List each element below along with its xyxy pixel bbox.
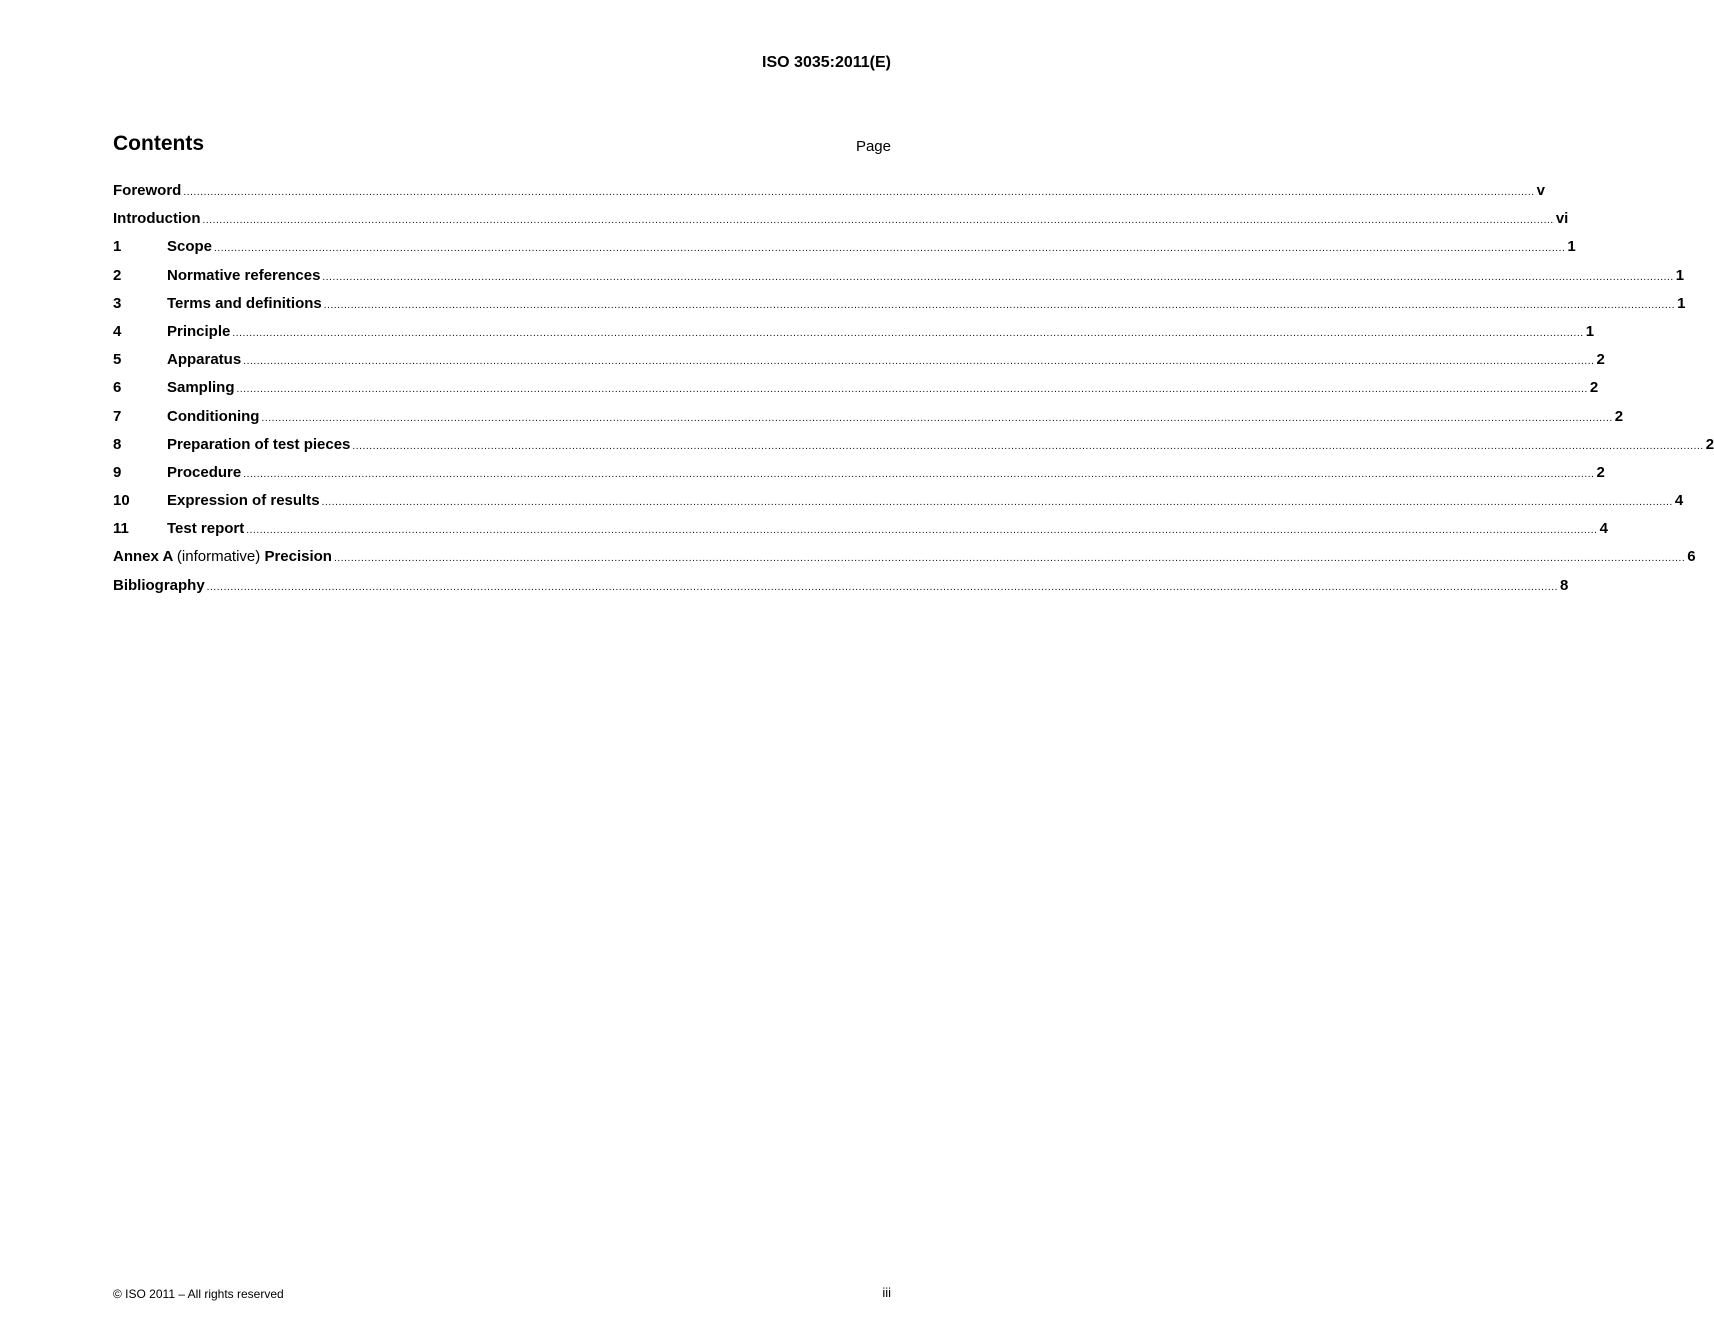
toc-entry-terms-and-definitions[interactable] xyxy=(113,294,1686,322)
toc-entry-title: Expression of results xyxy=(167,492,320,510)
toc-leader-dots: ................................................................................................................................................................................................................................................................................................................................................................................................................ xyxy=(232,327,1584,339)
toc-entry-title: Preparation of test pieces xyxy=(167,435,351,453)
toc-entry-test-report[interactable] xyxy=(113,519,1608,547)
toc-entry-introduction[interactable] xyxy=(113,209,1569,237)
toc-entry-title: Bibliography xyxy=(113,576,205,594)
toc-leader-dots: ................................................................................................................................................................................................................................................................................................................................................................................................................ xyxy=(321,497,1673,509)
toc-entry-title: Principle xyxy=(167,322,231,340)
toc-entry-title: Test report xyxy=(167,520,245,538)
toc-entry-page: 1 xyxy=(1567,238,1576,256)
toc-entry-expression-of-results[interactable] xyxy=(113,491,1684,519)
document-id: ISO 3035:2011(E) xyxy=(762,54,891,71)
toc-entry-procedure[interactable] xyxy=(113,463,1605,491)
contents-heading-row xyxy=(113,131,891,161)
toc-leader-dots: ................................................................................................................................................................................................................................................................................................................................................................................................................ xyxy=(322,271,1674,283)
toc-entry-title: Foreword xyxy=(113,182,182,199)
toc-entry-page: 8 xyxy=(1560,576,1569,594)
annex-title: Precision xyxy=(264,548,332,566)
toc-entry-number: 8 xyxy=(113,435,122,453)
toc-entry-number: 1 xyxy=(113,238,122,256)
toc-leader-dots: ................................................................................................................................................................................................................................................................................................................................................................................................................ xyxy=(236,384,1588,396)
toc-entry-title: Normative references xyxy=(167,266,321,284)
toc-entry-number: 9 xyxy=(113,463,122,481)
toc-entry-bibliography[interactable] xyxy=(113,576,1569,604)
toc-entry-number: 3 xyxy=(113,294,122,312)
copyright-notice: © ISO 2011 – All rights reserved xyxy=(113,1287,284,1301)
toc-entry-principle[interactable] xyxy=(113,322,1595,350)
toc-entry-number: 11 xyxy=(113,520,129,538)
toc-entry-title: Introduction xyxy=(113,210,201,228)
toc-entry-page: 2 xyxy=(1614,407,1624,425)
toc-entry-apparatus[interactable] xyxy=(113,350,1605,378)
toc-entry-annex-a[interactable] xyxy=(113,547,1696,575)
table-of-contents xyxy=(113,181,1714,604)
toc-leader-dots: ................................................................................................................................................................................................................................................................................................................................................................................................................ xyxy=(243,356,1595,368)
toc-leader-dots: ................................................................................................................................................................................................................................................................................................................................................................................................................ xyxy=(214,243,1566,255)
toc-entry-page: 4 xyxy=(1674,492,1684,510)
toc-entry-sampling[interactable] xyxy=(113,378,1599,406)
toc-entry-page: 6 xyxy=(1687,548,1696,566)
toc-entry-page: 1 xyxy=(1585,322,1595,340)
toc-leader-dots: ................................................................................................................................................................................................................................................................................................................................................................................................................ xyxy=(243,468,1595,480)
page-number: iii xyxy=(882,1285,891,1300)
toc-entry-foreword[interactable] xyxy=(113,181,1546,209)
toc-entry-scope[interactable] xyxy=(113,237,1576,265)
toc-entry-page: 1 xyxy=(1677,294,1686,312)
toc-entry-title: Sampling xyxy=(167,379,235,397)
toc-leader-dots: ................................................................................................................................................................................................................................................................................................................................................................................................................ xyxy=(206,581,1558,593)
toc-entry-page: 1 xyxy=(1675,266,1685,284)
toc-entry-title: Scope xyxy=(167,238,213,256)
annex-label: Annex A xyxy=(113,548,173,566)
toc-leader-dots: ................................................................................................................................................................................................................................................................................................................................................................................................................ xyxy=(202,215,1554,227)
toc-leader-dots: ................................................................................................................................................................................................................................................................................................................................................................................................................ xyxy=(261,412,1613,424)
toc-entry-title xyxy=(113,547,332,567)
toc-entry-number: 10 xyxy=(113,492,130,510)
toc-entry-page: 2 xyxy=(1705,435,1714,453)
contents-title: Contents xyxy=(113,132,204,155)
toc-entry-page: 2 xyxy=(1589,379,1599,397)
toc-entry-number: 2 xyxy=(113,266,122,284)
toc-entry-number: 7 xyxy=(113,407,122,425)
toc-entry-title: Procedure xyxy=(167,463,242,481)
toc-entry-page: 2 xyxy=(1596,351,1605,369)
toc-entry-title: Apparatus xyxy=(167,351,242,369)
page-column-label: Page xyxy=(855,138,891,155)
toc-entry-preparation-of-test-pieces[interactable] xyxy=(113,435,1714,463)
toc-entry-number: 6 xyxy=(113,379,122,397)
toc-entry-number: 4 xyxy=(113,322,122,340)
toc-entry-page: 2 xyxy=(1596,463,1605,481)
toc-leader-dots: ................................................................................................................................................................................................................................................................................................................................................................................................................ xyxy=(183,187,1535,198)
toc-entry-page: 4 xyxy=(1599,520,1608,538)
toc-entry-normative-references[interactable] xyxy=(113,266,1685,294)
toc-entry-number: 5 xyxy=(113,351,122,369)
toc-leader-dots: ................................................................................................................................................................................................................................................................................................................................................................................................................ xyxy=(323,299,1676,311)
toc-entry-page: vi xyxy=(1555,210,1569,228)
toc-entry-title: Conditioning xyxy=(167,407,260,425)
toc-entry-conditioning[interactable] xyxy=(113,407,1624,435)
toc-leader-dots: ................................................................................................................................................................................................................................................................................................................................................................................................................ xyxy=(352,440,1704,452)
toc-entry-title: Terms and definitions xyxy=(167,294,322,312)
toc-leader-dots: ................................................................................................................................................................................................................................................................................................................................................................................................................ xyxy=(333,553,1686,565)
annex-qualifier: (informative) xyxy=(176,548,261,566)
toc-leader-dots: ................................................................................................................................................................................................................................................................................................................................................................................................................ xyxy=(246,525,1598,537)
toc-entry-page: v xyxy=(1536,182,1546,199)
